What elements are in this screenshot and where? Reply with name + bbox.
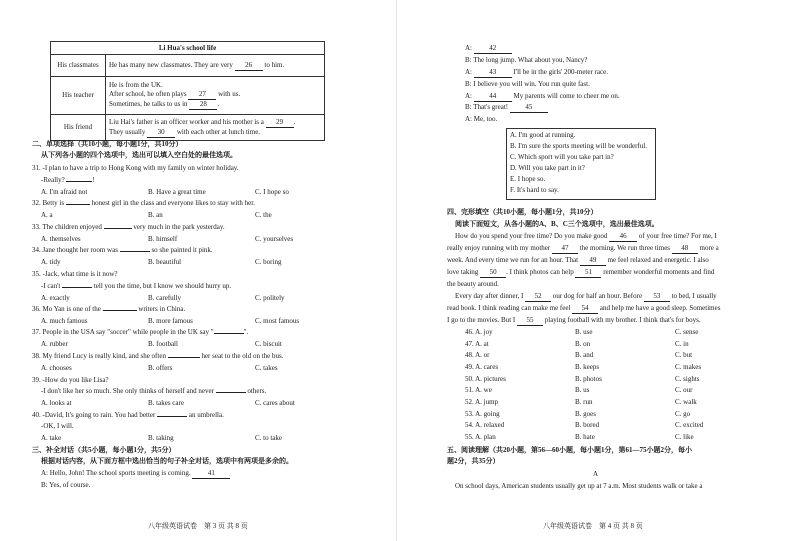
answer-blank[interactable] xyxy=(104,228,132,229)
school-life-table xyxy=(50,41,325,141)
right-page xyxy=(397,0,794,541)
answer-blank[interactable] xyxy=(157,416,187,417)
passage-line: week. And every time we run for an hour. That 49 me feel relaxed and energetic. I also xyxy=(447,256,709,264)
option-b[interactable]: B. Have a great time xyxy=(148,188,206,196)
blank-53[interactable]: 53 xyxy=(644,292,670,302)
section2-heading: 二、单项选择（共10小题，每小题1分，共10分） xyxy=(32,140,183,148)
option-b[interactable]: B. an xyxy=(148,211,163,219)
option-b[interactable]: B. football xyxy=(148,340,178,348)
section4-instruction: 阅读下面短文，从各小题的A、B、C三个选项中，选出最佳选项。 xyxy=(455,220,659,228)
reading-passage-line: On school days, American students usually get up at 7 a.m. Most students walk or take a xyxy=(455,482,703,490)
option-a[interactable]: A. a xyxy=(41,211,53,219)
option-48-c[interactable]: C. but xyxy=(675,351,693,359)
option-b[interactable]: B. beautiful xyxy=(148,258,182,266)
question-40-stem: 40. -David, It's going to rain. You had better an umbrella. xyxy=(32,411,224,419)
answer-blank[interactable] xyxy=(66,204,90,205)
option-50-b[interactable]: B. photos xyxy=(575,375,602,383)
question-31-stem: 31. -I plan to have a trip to Hong Kong with my family on winter holiday. xyxy=(32,164,239,172)
option-c[interactable]: C. to take xyxy=(255,434,283,442)
question-33-stem: 33. The children enjoyed very much in the park yesterday. xyxy=(32,223,225,231)
dialogue-line: A: Me, too. xyxy=(465,115,498,123)
option-a[interactable]: A. looks at xyxy=(41,399,72,407)
option-a[interactable]: A. chooses xyxy=(41,364,72,372)
passage-part-label: A xyxy=(593,470,599,478)
option-b[interactable]: B. himself xyxy=(148,235,178,243)
option-b[interactable]: B. offers xyxy=(148,364,173,372)
option-52-c[interactable]: C. walk xyxy=(675,398,697,406)
blank-44[interactable]: 44 xyxy=(474,92,512,102)
row-content: He has many new classmates. They are very 26 to him. xyxy=(106,55,325,77)
table-title: Li Hua's school life xyxy=(51,42,325,55)
option-a[interactable]: A. themselves xyxy=(41,235,81,243)
question-34-stem: 34. Jane thought her room was so she painted it pink. xyxy=(32,246,213,254)
blank-50[interactable]: 50 xyxy=(480,268,506,278)
question-37-stem: 37. People in the USA say "soccer" while people in the UK say " ". xyxy=(32,328,249,336)
table-row xyxy=(51,115,325,141)
question-40-reply: -OK, I will. xyxy=(41,422,74,430)
option-52-b[interactable]: B. run xyxy=(575,398,593,406)
option-48-b[interactable]: B. and xyxy=(575,351,594,359)
box-option-e[interactable]: E. I hope so. xyxy=(510,175,546,183)
option-46-c[interactable]: C. sense xyxy=(675,328,699,336)
option-47-a[interactable]: 47. A. at xyxy=(465,340,489,348)
blank-48[interactable]: 48 xyxy=(672,244,698,254)
blank-46[interactable]: 46 xyxy=(609,232,637,242)
option-c[interactable]: C. the xyxy=(255,211,272,219)
section3-instruction: 根据对话内容，从下面方框中选出恰当的句子补全对话，选项中有两项是多余的。 xyxy=(41,457,293,465)
box-option-a[interactable]: A. I'm good at running. xyxy=(510,131,576,139)
passage-line: How do you spend your free time? Do you make good 46 of your free time? For me, I xyxy=(455,232,717,240)
option-c[interactable]: C. takes xyxy=(255,364,278,372)
option-b[interactable]: B. taking xyxy=(148,434,174,442)
answer-blank[interactable] xyxy=(120,251,150,252)
dialogue-line: A: 42 xyxy=(465,44,512,54)
option-55-a[interactable]: 55. A. plan xyxy=(465,433,496,441)
row-header: His teacher xyxy=(51,77,106,115)
option-55-b[interactable]: B. hate xyxy=(575,433,595,441)
option-50-a[interactable]: 50. A. pictures xyxy=(465,375,506,383)
section4-heading: 四、完形填空（共10小题，每小题1分，共10分） xyxy=(447,208,598,216)
option-53-c[interactable]: C. go xyxy=(675,410,691,418)
page-footer: 八年级英语试卷 第 4 页 共 8 页 xyxy=(543,522,643,530)
row-content: Liu Hai's father is an officer worker and his mother is a 29 . They usually 30 with each other at lunch time. xyxy=(106,115,325,141)
question-39-stem: 39. -How do you like Lisa? xyxy=(32,376,109,384)
passage-line: Every day after dinner, I 52 our dog for half an hour. Before 53 to bed, I usually xyxy=(455,292,717,300)
blank-47[interactable]: 47 xyxy=(552,244,578,254)
dialogue-line: B: The long jump. What about you, Nancy? xyxy=(465,56,588,64)
option-54-a[interactable]: 54. A. relaxed xyxy=(465,421,505,429)
passage-line: love taking 50 . I think photos can help 51 remember wonderful moments and find xyxy=(447,268,715,276)
answer-blank[interactable] xyxy=(66,181,92,182)
option-55-c[interactable]: C. like xyxy=(675,433,694,441)
option-49-c[interactable]: C. makes xyxy=(675,363,702,371)
page-footer: 八年级英语试卷 第 3 页 共 8 页 xyxy=(148,522,248,530)
option-49-a[interactable]: 49. A. cares xyxy=(465,363,499,371)
option-48-a[interactable]: 48. A. or xyxy=(465,351,490,359)
option-53-b[interactable]: B. goes xyxy=(575,410,596,418)
blank-41[interactable]: 41 xyxy=(192,469,230,479)
blank-26[interactable]: 26 xyxy=(235,61,263,71)
option-c[interactable]: C. biscuit xyxy=(255,340,282,348)
option-c[interactable]: C. cares about xyxy=(255,399,295,407)
option-a[interactable]: A. much famous xyxy=(41,317,88,325)
option-a[interactable]: A. rubber xyxy=(41,340,68,348)
question-38-stem: 38. My friend Lucy is really kind, and she often her seat to the old on the bus. xyxy=(32,352,284,360)
option-47-c[interactable]: C. in xyxy=(675,340,689,348)
option-a[interactable]: A. tidy xyxy=(41,258,61,266)
question-36-stem: 36. Mo Yan is one of the writers in China. xyxy=(32,305,186,313)
blank-29[interactable]: 29 xyxy=(266,118,294,128)
row-header: His friend xyxy=(51,115,106,141)
passage-line: read book. I think reading can make me feel 54 and help me have a good sleep. Sometimes xyxy=(447,304,721,312)
option-54-b[interactable]: B. bored xyxy=(575,421,600,429)
section5-heading-line1: 五、阅读理解（共20小题，第56—60小题，每小题1分，第61—75小题2分，每小 xyxy=(447,446,692,454)
option-a[interactable]: A. I'm afraid not xyxy=(41,188,88,196)
blank-55[interactable]: 55 xyxy=(517,316,543,326)
options-box xyxy=(506,128,656,200)
blank-51[interactable]: 51 xyxy=(575,268,601,278)
blank-54[interactable]: 54 xyxy=(572,304,598,314)
answer-blank[interactable] xyxy=(214,333,244,334)
row-header: His classmates xyxy=(51,55,106,77)
answer-blank[interactable] xyxy=(216,392,246,393)
dialogue-line: B: That's great! 45 xyxy=(465,103,548,113)
table-row xyxy=(51,55,325,77)
section2-instruction: 从下列各小题的四个选项中，选出可以填入空白处的最佳选项。 xyxy=(41,151,237,159)
option-49-b[interactable]: B. keeps xyxy=(575,363,600,371)
dialogue-line: A: 44 My parents will come to cheer me on. xyxy=(465,92,620,100)
section3-heading: 三、补全对话（共5小题，每小题1分，共5分） xyxy=(32,446,176,454)
blank-43[interactable]: 43 xyxy=(474,68,512,78)
answer-blank[interactable] xyxy=(62,287,92,288)
option-51-a[interactable]: 51. A. we xyxy=(465,386,492,394)
answer-blank[interactable] xyxy=(168,357,200,358)
answer-blank[interactable] xyxy=(103,310,137,311)
option-c[interactable]: C. yourselves xyxy=(255,235,294,243)
option-46-a[interactable]: 46. A. joy xyxy=(465,328,493,336)
dialogue-line: A: 43 I'll be in the girls' 200-meter race. xyxy=(465,68,608,76)
question-35-stem: 35. -Jack, what time is it now? xyxy=(32,270,118,278)
question-31-reply: -Really? ! xyxy=(41,176,95,184)
option-47-b[interactable]: B. on xyxy=(575,340,591,348)
table-row xyxy=(51,77,325,115)
dialogue-line: B: I believe you will win. You run quite fast. xyxy=(465,80,590,88)
passage-line: the beauty around. xyxy=(447,280,499,288)
box-option-f[interactable]: F. It's hard to say. xyxy=(510,186,559,194)
option-53-a[interactable]: 53. A. going xyxy=(465,410,500,418)
option-46-b[interactable]: B. use xyxy=(575,328,593,336)
box-option-d[interactable]: D. Will you take part in it? xyxy=(510,164,585,172)
box-option-b[interactable]: B. I'm sure the sports meeting will be wonderful. xyxy=(510,142,647,150)
option-50-c[interactable]: C. sights xyxy=(675,375,700,383)
question-39-reply: -I don't like her so much. She only thinks of herself and never others. xyxy=(41,387,267,395)
option-c[interactable]: C. boring xyxy=(255,258,282,266)
option-c[interactable]: C. I hope so xyxy=(255,188,289,196)
option-b[interactable]: B. more famous xyxy=(148,317,193,325)
dialogue-line: B: Yes, of course. xyxy=(41,481,91,489)
blank-28[interactable]: 28 xyxy=(189,100,217,110)
option-52-a[interactable]: 52. A. jump xyxy=(465,398,499,406)
blank-42[interactable]: 42 xyxy=(474,44,512,54)
passage-line: I go to the movies. But I 55 playing football with my brother. I think that's for boys. xyxy=(447,316,701,324)
option-b[interactable]: B. carefully xyxy=(148,294,182,302)
option-c[interactable]: C. most famous xyxy=(255,317,300,325)
blank-52[interactable]: 52 xyxy=(525,292,551,302)
blank-30[interactable]: 30 xyxy=(147,128,175,138)
blank-49[interactable]: 49 xyxy=(580,256,606,266)
question-35-reply: -I can't tell you the time, but I know we should hurry up. xyxy=(41,282,232,290)
dialogue-line: A: Hello, John! The school sports meeting is coming. 41 xyxy=(41,469,230,479)
option-b[interactable]: B. takes care xyxy=(148,399,184,407)
section5-heading-line2: 题2分，共35分） xyxy=(447,457,500,465)
blank-45[interactable]: 45 xyxy=(510,103,548,113)
option-c[interactable]: C. politely xyxy=(255,294,285,302)
option-54-c[interactable]: C. excited xyxy=(675,421,704,429)
box-option-c[interactable]: C. Which sport will you take part in? xyxy=(510,153,614,161)
option-a[interactable]: A. take xyxy=(41,434,62,442)
option-51-b[interactable]: B. us xyxy=(575,386,590,394)
blank-27[interactable]: 27 xyxy=(188,90,216,100)
passage-line: really enjoy running with my mother 47 the morning. We run three times 48 more a xyxy=(447,244,719,252)
question-32-stem: 32. Betty is honest girl in the class and everyone likes to stay with her. xyxy=(32,199,255,207)
option-51-c[interactable]: C. our xyxy=(675,386,693,394)
row-content: He is from the UK. After school, he often plays 27 with us. Sometimes, he talks to us in 28 . xyxy=(106,77,325,115)
option-a[interactable]: A. exactly xyxy=(41,294,70,302)
